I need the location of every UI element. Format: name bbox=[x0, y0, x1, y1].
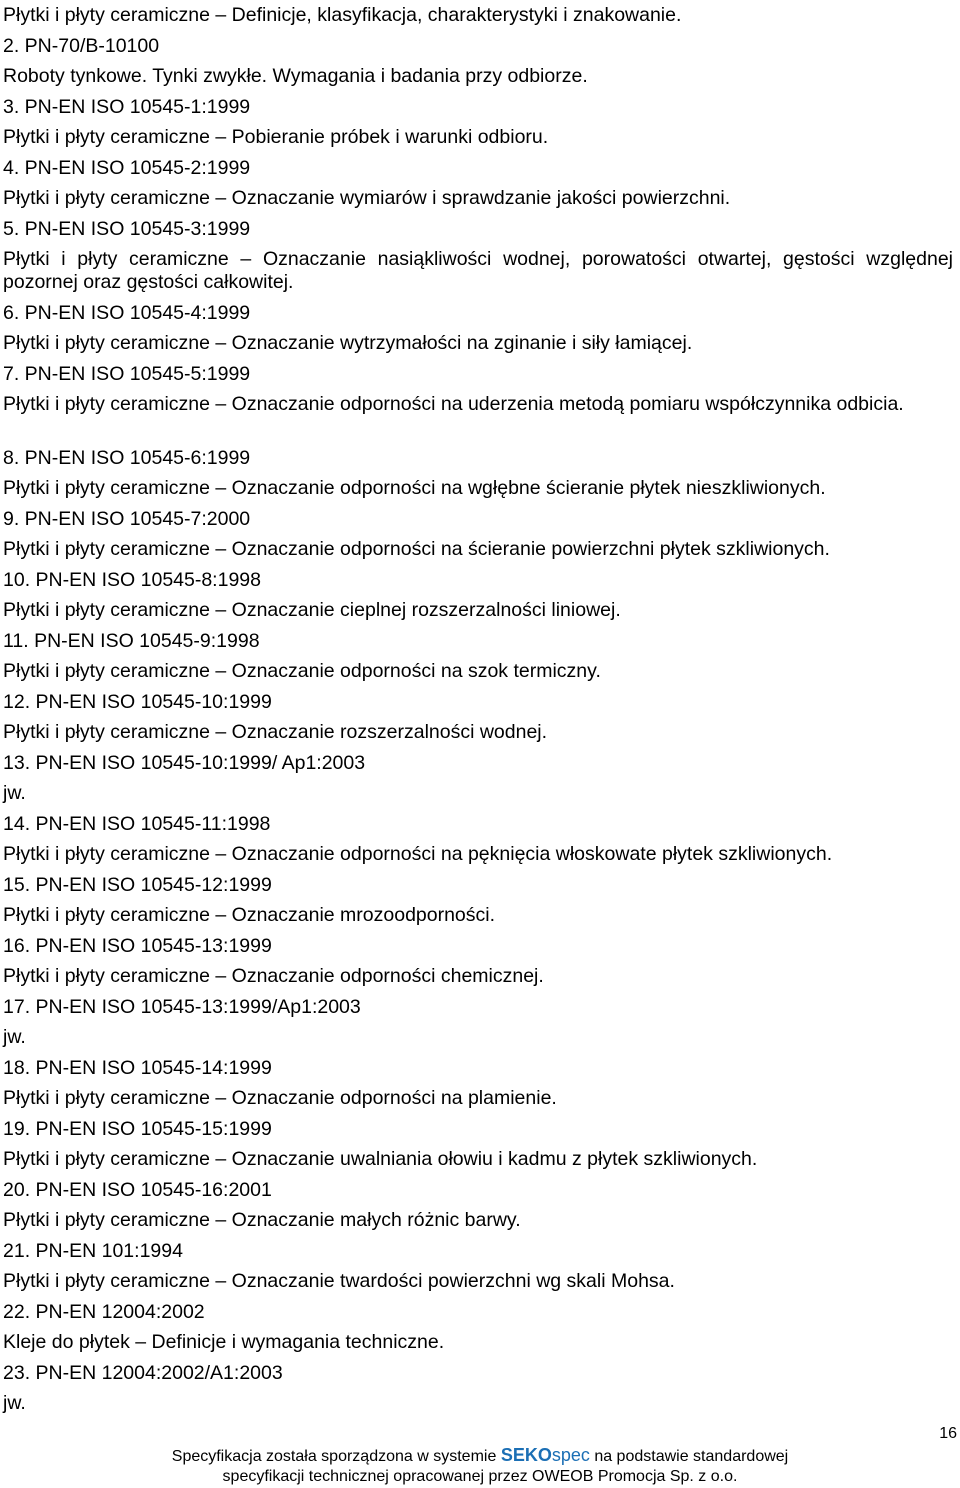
footer-text: na podstawie standardowej bbox=[594, 1448, 789, 1465]
standard-description: Płytki i płyty ceramiczne – Oznaczanie cieplnej rozszerzalności liniowej. bbox=[3, 599, 621, 621]
document-body bbox=[3, 0, 953, 1419]
page-footer bbox=[0, 1445, 960, 1487]
standard-number: 19. PN-EN ISO 10545-15:1999 bbox=[3, 1117, 272, 1140]
standard-number: 6. PN-EN ISO 10545-4:1999 bbox=[3, 301, 251, 324]
footer-text: Specyfikacja została sporządzona w systemie bbox=[171, 1448, 497, 1465]
standard-description: Płytki i płyty ceramiczne – Oznaczanie rozszerzalności wodnej. bbox=[3, 721, 548, 743]
standard-number: 2. PN-70/B-10100 bbox=[3, 34, 160, 57]
logo-spec: spec bbox=[551, 1445, 590, 1465]
standard-description: Płytki i płyty ceramiczne – Oznaczanie nasiąkliwości wodnej, porowatości otwartej, gęstości względnej pozornej oraz gęstości całkowitej. bbox=[3, 248, 953, 293]
standard-number: 13. PN-EN ISO 10545-10:1999/ Ap1:2003 bbox=[3, 751, 366, 774]
standard-number: 5. PN-EN ISO 10545-3:1999 bbox=[3, 217, 251, 240]
standard-description: Płytki i płyty ceramiczne – Oznaczanie odporności na plamienie. bbox=[3, 1087, 557, 1109]
standard-description: Płytki i płyty ceramiczne – Oznaczanie odporności na pęknięcia włoskowate płytek szkliwionych. bbox=[3, 843, 833, 865]
standard-description: Płytki i płyty ceramiczne – Oznaczanie odporności na wgłębne ścieranie płytek nieszkliwionych. bbox=[3, 477, 826, 499]
standard-description: jw. bbox=[3, 782, 26, 804]
standard-number: 9. PN-EN ISO 10545-7:2000 bbox=[3, 507, 251, 530]
standard-number: 10. PN-EN ISO 10545-8:1998 bbox=[3, 568, 261, 591]
standard-number: 12. PN-EN ISO 10545-10:1999 bbox=[3, 690, 272, 713]
standard-description: Płytki i płyty ceramiczne – Oznaczanie uwalniania ołowiu i kadmu z płytek szkliwionych. bbox=[3, 1148, 758, 1170]
standard-description: Płytki i płyty ceramiczne – Oznaczanie odporności na uderzenia metodą pomiaru współczynnika odbicia. bbox=[3, 393, 904, 415]
logo-seko: SEKO bbox=[500, 1445, 552, 1465]
standard-description: Płytki i płyty ceramiczne – Oznaczanie odporności na ścieranie powierzchni płytek szkliwionych. bbox=[3, 538, 830, 560]
standard-number: 8. PN-EN ISO 10545-6:1999 bbox=[3, 446, 251, 469]
footer-line-1 bbox=[0, 1445, 960, 1467]
standard-description: Płytki i płyty ceramiczne – Oznaczanie odporności chemicznej. bbox=[3, 965, 544, 987]
page-number: 16 bbox=[939, 1425, 957, 1442]
standard-number: 16. PN-EN ISO 10545-13:1999 bbox=[3, 934, 272, 957]
standard-description: Płytki i płyty ceramiczne – Definicje, klasyfikacja, charakterystyki i znakowanie. bbox=[3, 4, 682, 26]
standard-number: 22. PN-EN 12004:2002 bbox=[3, 1300, 205, 1323]
standard-number: 11. PN-EN ISO 10545-9:1998 bbox=[3, 629, 260, 652]
standard-description: Roboty tynkowe. Tynki zwykłe. Wymagania i badania przy odbiorze. bbox=[3, 65, 588, 87]
standard-number: 7. PN-EN ISO 10545-5:1999 bbox=[3, 362, 251, 385]
standard-description: Płytki i płyty ceramiczne – Oznaczanie twardości powierzchni wg skali Mohsa. bbox=[3, 1270, 675, 1292]
standard-number: 14. PN-EN ISO 10545-11:1998 bbox=[3, 812, 271, 835]
standard-description: jw. bbox=[3, 1392, 26, 1414]
standard-description: Płytki i płyty ceramiczne – Oznaczanie mrozoodporności. bbox=[3, 904, 496, 926]
standard-description: Płytki i płyty ceramiczne – Oznaczanie małych różnic barwy. bbox=[3, 1209, 521, 1231]
standard-number: 4. PN-EN ISO 10545-2:1999 bbox=[3, 156, 251, 179]
sekospec-logo bbox=[500, 1445, 590, 1465]
footer-line-2: specyfikacji technicznej opracowanej przez OWEOB Promocja Sp. z o.o. bbox=[222, 1468, 738, 1485]
standard-description: Płytki i płyty ceramiczne – Oznaczanie wytrzymałości na zginanie i siły łamiącej. bbox=[3, 332, 693, 354]
standard-number: 17. PN-EN ISO 10545-13:1999/Ap1:2003 bbox=[3, 995, 361, 1018]
standard-description: Płytki i płyty ceramiczne – Pobieranie próbek i warunki odbioru. bbox=[3, 126, 549, 148]
standard-description: jw. bbox=[3, 1026, 26, 1048]
standard-number: 20. PN-EN ISO 10545-16:2001 bbox=[3, 1178, 272, 1201]
standard-description: Płytki i płyty ceramiczne – Oznaczanie wymiarów i sprawdzanie jakości powierzchni. bbox=[3, 187, 731, 209]
standard-description: Płytki i płyty ceramiczne – Oznaczanie odporności na szok termiczny. bbox=[3, 660, 601, 682]
standard-number: 21. PN-EN 101:1994 bbox=[3, 1239, 183, 1262]
standard-number: 3. PN-EN ISO 10545-1:1999 bbox=[3, 95, 251, 118]
standard-number: 23. PN-EN 12004:2002/A1:2003 bbox=[3, 1361, 283, 1384]
standard-description: Kleje do płytek – Definicje i wymagania techniczne. bbox=[3, 1331, 445, 1353]
standard-number: 15. PN-EN ISO 10545-12:1999 bbox=[3, 873, 272, 896]
standard-number: 18. PN-EN ISO 10545-14:1999 bbox=[3, 1056, 272, 1079]
